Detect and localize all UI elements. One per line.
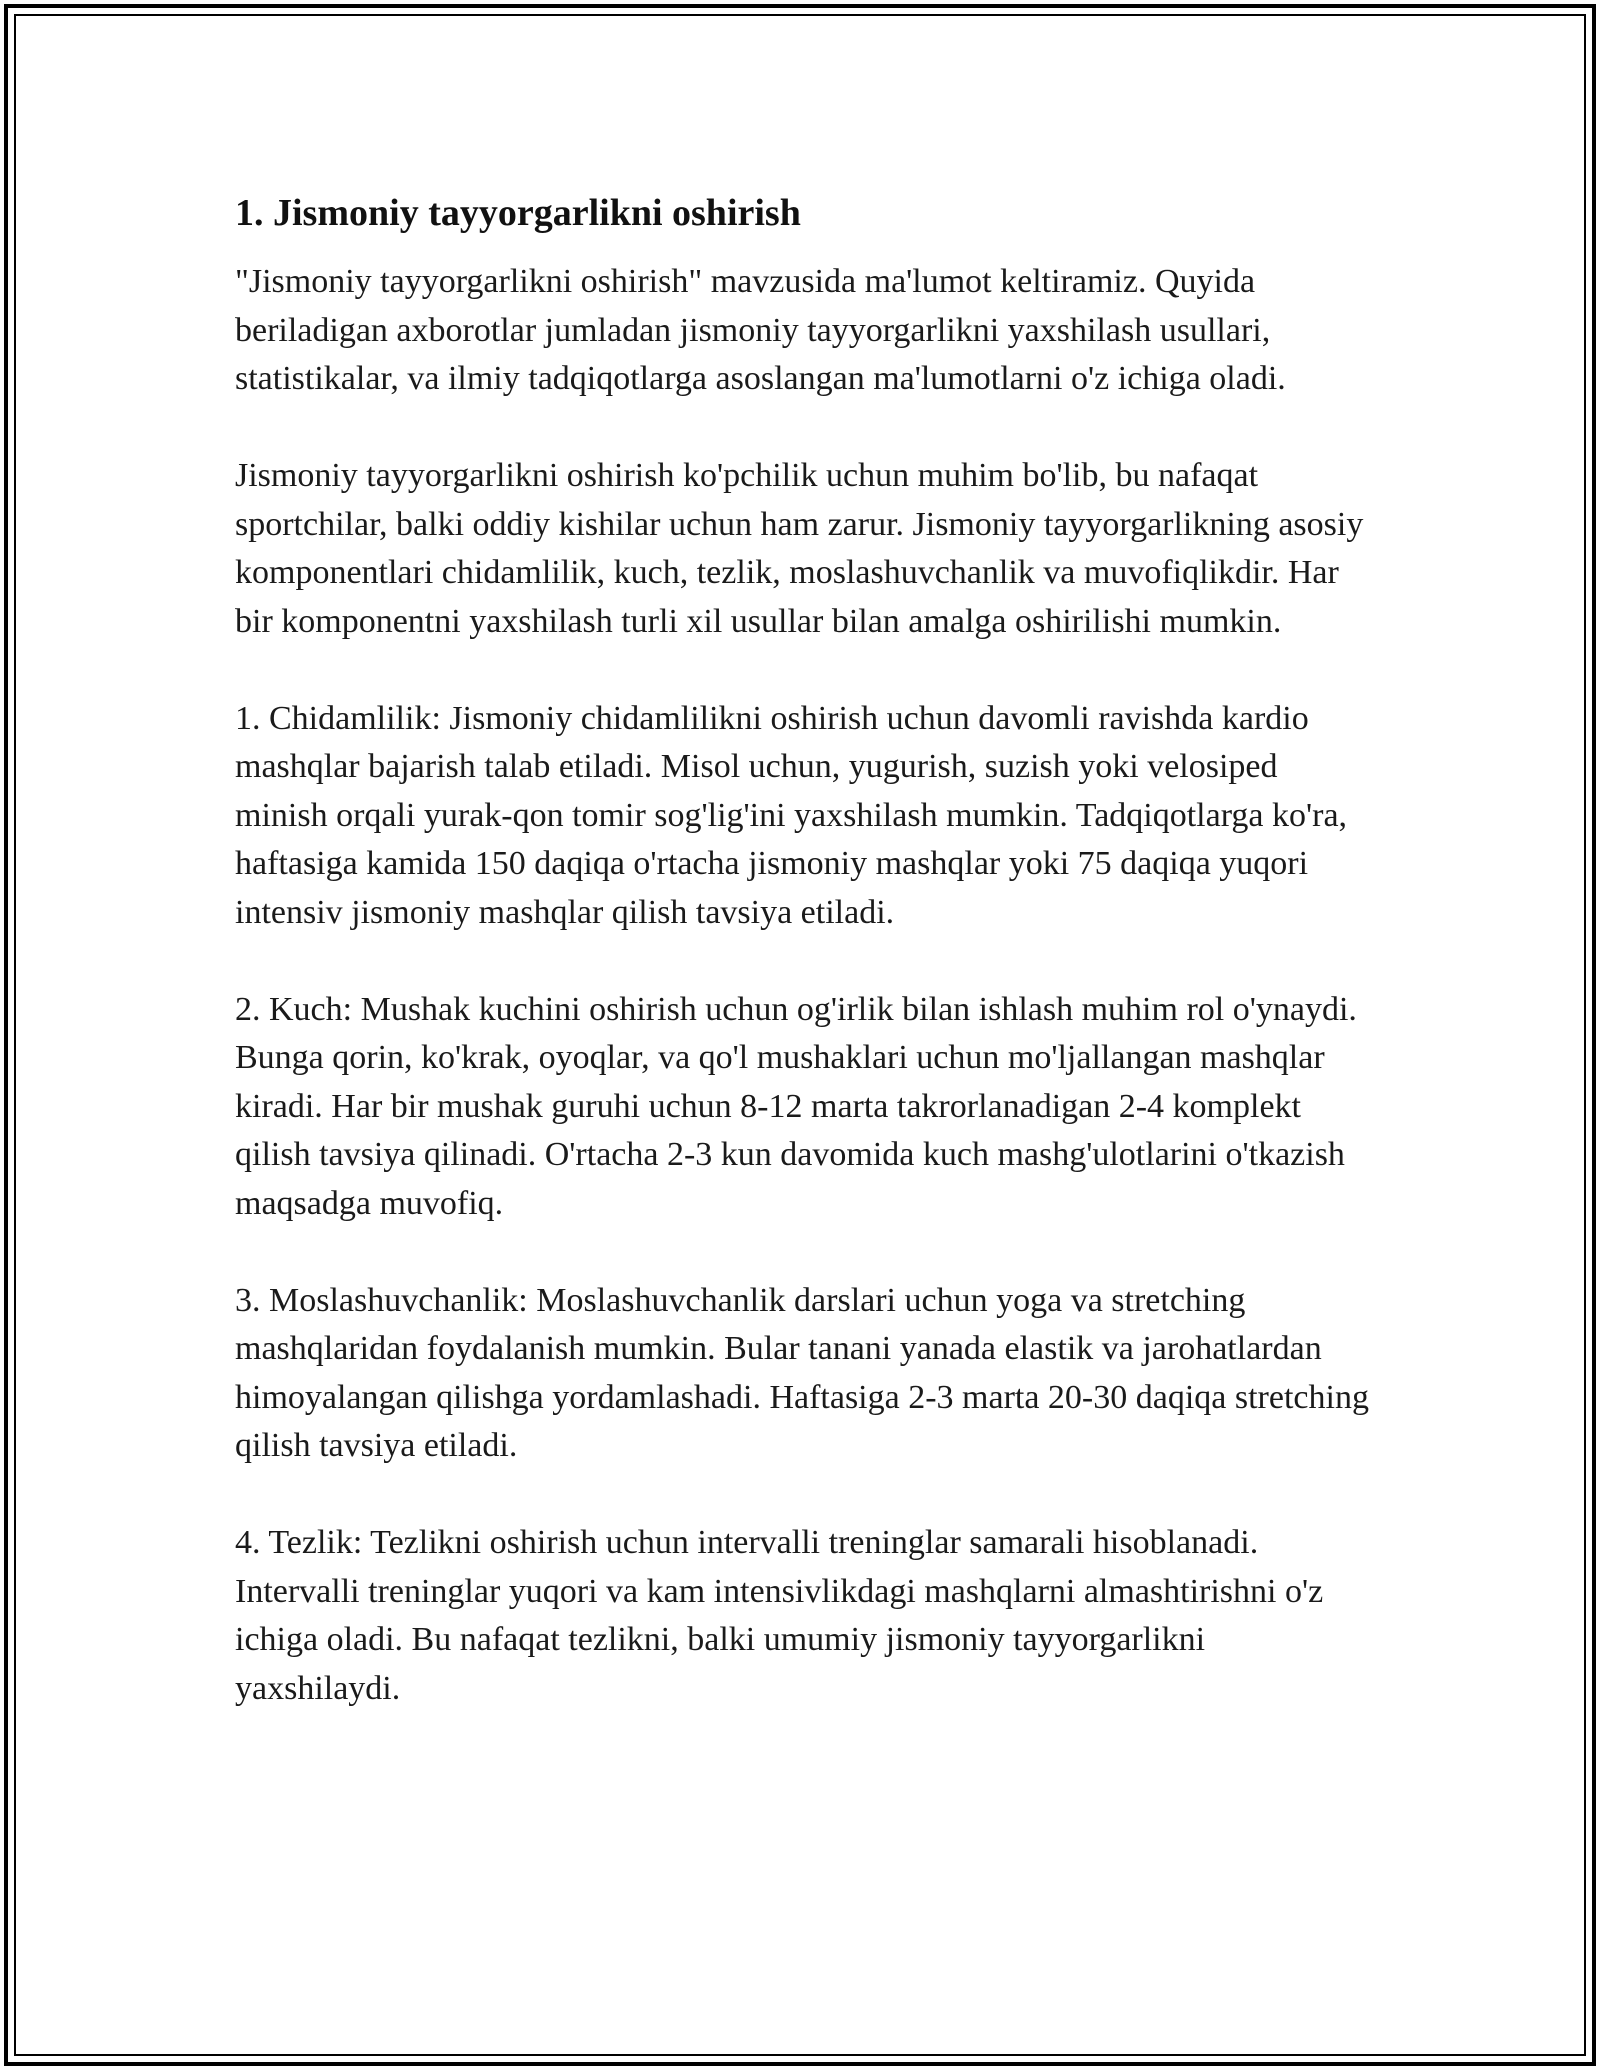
document-title: 1. Jismoniy tayyorgarlikni oshirish xyxy=(235,192,801,234)
paragraph-intro: "Jismoniy tayyorgarlikni oshirish" mavzusida ma'lumot keltiramiz. Quyida beriladigan axborotlar jumladan jismoniy tayyorgarlikni yaxshilash usullari, statistikalar, va ilmiy tadqiqotlarga asoslangan ma'lumotlarni o'z ichiga oladi. xyxy=(235,263,1286,397)
paragraph-overview: Jismoniy tayyorgarlikni oshirish ko'pchilik uchun muhim bo'lib, bu nafaqat sportchilar, balki oddiy kishilar uchun ham zarur. Jismoniy tayyorgarlikning asosiy komponentlari chidamlilik, kuch, tezlik, moslashuvchanlik va muvofiqlikdir. Har bir komponentni yaxshilash turli xil usullar bilan amalga oshirilishi mumkin. xyxy=(235,457,1364,640)
paragraph-strength: 2. Kuch: Mushak kuchini oshirish uchun og'irlik bilan ishlash muhim rol o'ynaydi. Bunga qorin, ko'krak, oyoqlar, va qo'l mushaklari uchun mo'ljallangan mashqlar kiradi. Har bir mushak guruhi uchun 8-12 marta takrorlanadigan 2-4 komplekt qilish tavsiya qilinadi. O'rtacha 2-3 kun davomida kuch mashg'ulotlarini o'tkazish maqsadga muvofiq. xyxy=(235,990,1357,1222)
paragraph-flexibility: 3. Moslashuvchanlik: Moslashuvchanlik darslari uchun yoga va stretching mashqlaridan foydalanish mumkin. Bular tanani yanada elastik va jarohatlardan himoyalangan qilishga yordamlashadi. Haftasiga 2-3 marta 20-30 daqiqa stretching qilish tavsiya etiladi. xyxy=(235,1281,1369,1464)
document-body xyxy=(235,184,1375,1762)
paragraph-endurance: 1. Chidamlilik: Jismoniy chidamlilikni oshirish uchun davomli ravishda kardio mashqlar bajarish talab etiladi. Misol uchun, yugurish, suzish yoki velosiped minish orqali yurak-qon tomir sog'lig'ini yaxshilash mumkin. Tadqiqotlarga ko'ra, haftasiga kamida 150 daqiqa o'rtacha jismoniy mashqlar yoki 75 daqiqa yuqori intensiv jismoniy mashqlar qilish tavsiya etiladi. xyxy=(235,699,1348,931)
paragraph-speed: 4. Tezlik: Tezlikni oshirish uchun intervalli treninglar samarali hisoblanadi. Intervalli treninglar yuqori va kam intensivlikdagi mashqlarni almashtirishni o'z ichiga oladi. Bu nafaqat tezlikni, balki umumiy jismoniy tayyorgarlikni yaxshilaydi. xyxy=(235,1524,1324,1707)
